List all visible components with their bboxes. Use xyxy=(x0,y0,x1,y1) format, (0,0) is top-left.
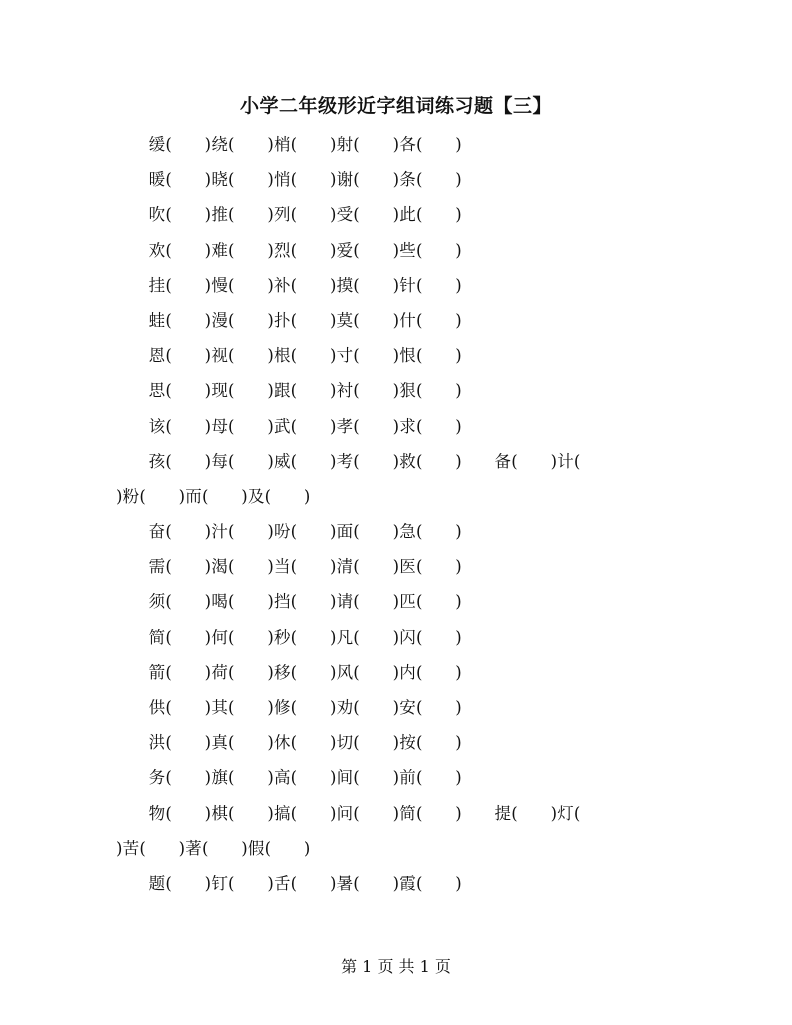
exercise-line: 需( )渴( )当( )清( )医( ) xyxy=(116,557,462,577)
exercise-line: 欢( )难( )烈( )爱( )些( ) xyxy=(116,240,462,260)
exercise-line: 洪( )真( )休( )切( )按( ) xyxy=(116,733,462,753)
exercise-line: 挂( )慢( )补( )摸( )针( ) xyxy=(116,275,462,295)
exercise-line: 奋( )汁( )吩( )面( )急( ) xyxy=(116,522,462,542)
exercise-line: 蛙( )漫( )扑( )莫( )什( ) xyxy=(116,310,462,330)
exercise-line: 题( )钉( )舌( )暑( )霞( ) xyxy=(116,873,462,893)
exercise-line: )粉( )而( )及( ) xyxy=(116,486,311,506)
exercise-line: 孩( )每( )威( )考( )救( ) 备( )计( xyxy=(116,451,581,471)
exercise-line: 该( )母( )武( )孝( )求( ) xyxy=(116,416,462,436)
exercise-line: 暖( )晓( )悄( )谢( )条( ) xyxy=(116,170,462,190)
exercise-line: 缓( )绕( )梢( )射( )各( ) xyxy=(116,135,462,154)
page-footer: 第 1 页 共 1 页 xyxy=(341,957,451,976)
exercise-line: 吹( )推( )列( )受( )此( ) xyxy=(116,205,462,225)
exercise-line: )苦( )著( )假( ) xyxy=(116,838,311,858)
exercise-line: 箭( )荷( )移( )风( )内( ) xyxy=(116,662,462,682)
exercise-line: 思( )现( )跟( )衬( )狠( ) xyxy=(116,381,462,401)
exercise-line: 简( )何( )秒( )凡( )闪( ) xyxy=(116,627,462,647)
exercise-line: 恩( )视( )根( )寸( )恨( ) xyxy=(116,346,462,366)
exercise-line: 物( )棋( )搞( )问( )简( ) 提( )灯( xyxy=(116,803,581,823)
exercise-line: 须( )喝( )挡( )请( )匹( ) xyxy=(116,592,462,612)
exercise-line: 供( )其( )修( )劝( )安( ) xyxy=(116,698,462,717)
document-title: 小学二年级形近字组词练习题【三】 xyxy=(239,95,552,117)
exercise-line: 务( )旗( )高( )间( )前( ) xyxy=(116,768,462,788)
exercise-lines xyxy=(116,132,696,906)
